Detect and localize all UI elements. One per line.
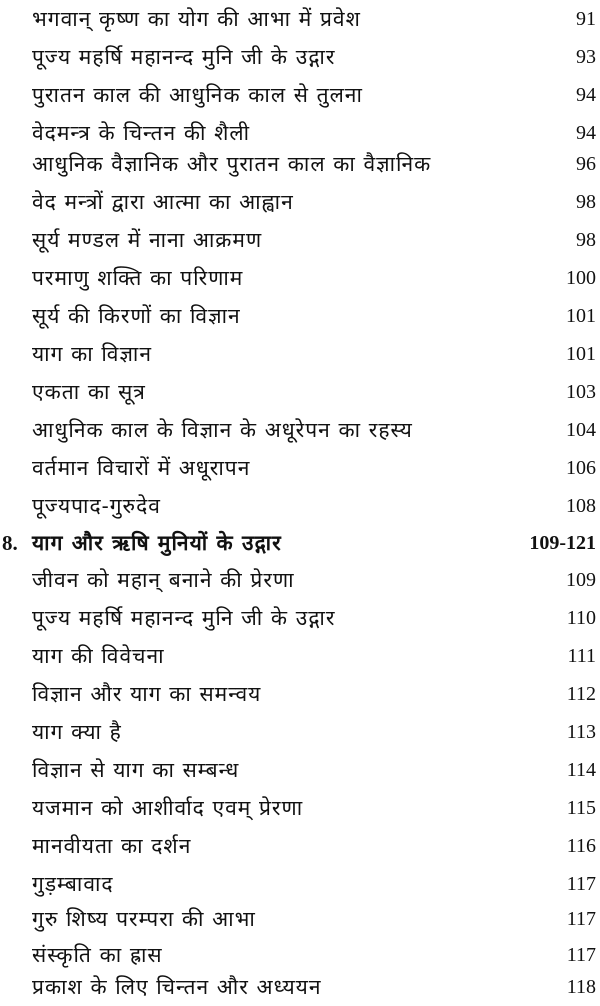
toc-entry [0, 637, 600, 675]
toc-entry-page: 117 [566, 907, 596, 930]
toc-entry [0, 373, 600, 411]
toc-entry [0, 487, 600, 525]
toc-entry-title: आधुनिक काल के विज्ञान के अधूरेपन का रहस्य [32, 418, 413, 442]
toc-entry-title: गुड़म्बावाद [32, 872, 114, 896]
toc-entry-title: एकता का सूत्र [32, 380, 146, 404]
toc-entry [0, 865, 600, 903]
toc-entry-page: 109 [566, 568, 596, 591]
toc-entry-page: 98 [576, 190, 596, 213]
toc-entry [0, 900, 600, 938]
toc-entry-page: 110 [566, 606, 596, 629]
toc-entry-page: 118 [566, 975, 596, 998]
toc-entry-title: याग क्या है [32, 720, 122, 744]
chapter-title: याग और ऋषि मुनियों के उद्गार [32, 530, 282, 555]
toc-entry-page: 115 [566, 796, 596, 819]
toc-entry-page: 113 [566, 720, 596, 743]
toc-entry-page: 114 [566, 758, 596, 781]
toc-entry-title: पुरातन काल की आधुनिक काल से तुलना [32, 83, 363, 107]
toc-entry-title: जीवन को महान् बनाने की प्रेरणा [32, 568, 295, 592]
toc-entry-page: 106 [566, 456, 596, 479]
toc-entry [0, 0, 600, 38]
toc-entry-page: 111 [567, 644, 596, 667]
toc-entry-page: 108 [566, 494, 596, 517]
toc-entry [0, 297, 600, 335]
toc-entry-title: यजमान को आशीर्वाद एवम् प्रेरणा [32, 796, 304, 820]
toc-entry-title: आधुनिक वैज्ञानिक और पुरातन काल का वैज्ञानिक [32, 152, 432, 176]
toc-chapter-heading [0, 524, 600, 562]
toc-entry [0, 38, 600, 76]
toc-entry-page: 94 [576, 83, 596, 106]
toc-entry-title: विज्ञान और याग का समन्वय [32, 682, 262, 706]
toc-entry [0, 827, 600, 865]
toc-entry-page: 117 [566, 943, 596, 966]
toc-entry-title: मानवीयता का दर्शन [32, 834, 192, 858]
toc-entry-title: परमाणु शक्ति का परिणाम [32, 266, 244, 290]
toc-entry-page: 104 [566, 418, 596, 441]
toc-entry-title: गुरु शिष्य परम्परा की आभा [32, 907, 256, 931]
toc-entry [0, 751, 600, 789]
toc-entry-title: वेदमन्त्र के चिन्तन की शैली [32, 121, 251, 145]
toc-entry [0, 713, 600, 751]
toc-entry-title: सूर्य की किरणों का विज्ञान [32, 304, 241, 328]
toc-entry [0, 675, 600, 713]
toc-entry [0, 221, 600, 259]
chapter-page-range: 109-121 [529, 531, 596, 554]
toc-entry [0, 599, 600, 637]
toc-entry-page: 91 [576, 7, 596, 30]
toc-entry-title: पूज्य महर्षि महानन्द मुनि जी के उद्गार [32, 606, 336, 630]
toc-entry-title: सूर्य मण्डल में नाना आक्रमण [32, 228, 263, 252]
toc-entry [0, 561, 600, 599]
toc-entry-title: याग का विज्ञान [32, 342, 153, 366]
toc-entry-page: 100 [566, 266, 596, 289]
toc-entry-page: 116 [566, 834, 596, 857]
toc-entry [0, 449, 600, 487]
toc-entry-title: विज्ञान से याग का सम्बन्ध [32, 758, 240, 782]
toc-entry [0, 76, 600, 114]
toc-entry-title: वर्तमान विचारों में अधूरापन [32, 456, 251, 480]
toc-entry-title: वेद मन्त्रों द्वारा आत्मा का आह्वान [32, 190, 294, 214]
toc-entry [0, 968, 600, 1006]
toc-entry-page: 101 [566, 342, 596, 365]
toc-entry-page: 96 [576, 152, 596, 175]
toc-entry-page: 117 [566, 872, 596, 895]
toc-entry-page: 98 [576, 228, 596, 251]
toc-entry-title: पूज्यपाद-गुरुदेव [32, 494, 161, 518]
toc-entry-page: 101 [566, 304, 596, 327]
toc-entry [0, 259, 600, 297]
toc-entry [0, 411, 600, 449]
toc-entry-title: भगवान् कृष्ण का योग की आभा में प्रवेश [32, 7, 361, 31]
toc-entry [0, 145, 600, 183]
toc-entry-page: 93 [576, 45, 596, 68]
toc-entry-title: प्रकाश के लिए चिन्तन और अध्ययन [32, 975, 322, 999]
toc-entry [0, 183, 600, 221]
chapter-number: 8. [2, 530, 18, 555]
toc-entry-page: 103 [566, 380, 596, 403]
toc-entry [0, 789, 600, 827]
toc-entry-title: पूज्य महर्षि महानन्द मुनि जी के उद्गार [32, 45, 336, 69]
toc-entry [0, 335, 600, 373]
toc-entry-page: 112 [566, 682, 596, 705]
toc-entry-page: 94 [576, 121, 596, 144]
toc-entry-title: संस्कृति का ह्रास [32, 943, 163, 967]
toc-entry-title: याग की विवेचना [32, 644, 165, 668]
